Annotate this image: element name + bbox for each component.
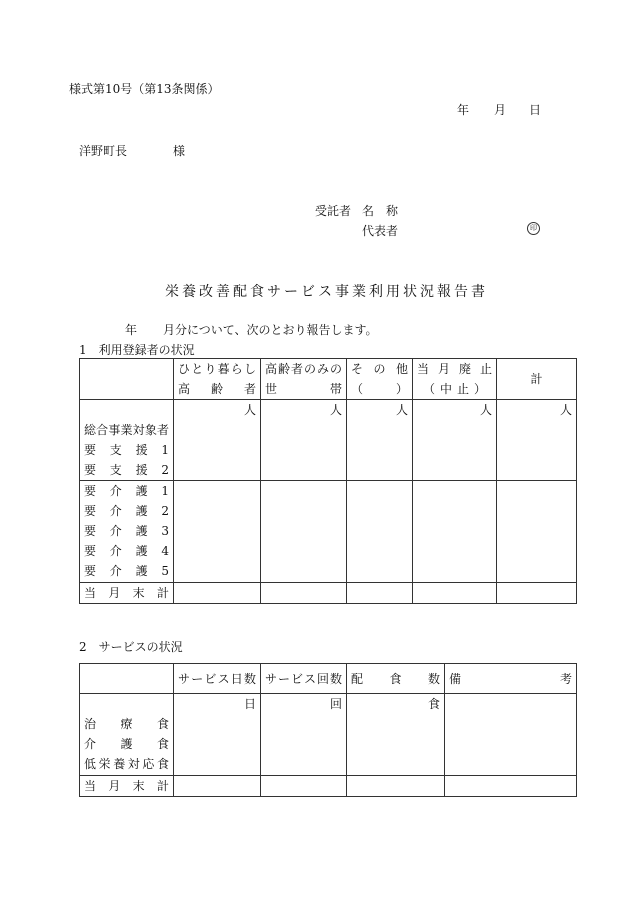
table-header-row [80, 359, 577, 400]
header-single-elderly: ひとり暮らし 高齢者 [174, 359, 261, 400]
addressee-name: 洋野町長 [79, 144, 128, 158]
contractor-name-label: 名 称 [362, 204, 399, 218]
row-label-meal-types: 治療食 介護食 低栄養対応食 [80, 694, 174, 776]
contractor-label: 受託者 [315, 204, 352, 218]
table-row [80, 400, 577, 481]
contractor-rep-label: 代表者 [362, 224, 399, 238]
date-month: 月 [494, 103, 507, 117]
section2-heading: 2 サービスの状況 [79, 640, 183, 654]
seal-mark: 印 [527, 222, 540, 235]
intro-year: 年 [125, 323, 138, 337]
unit-cell: 人 [413, 400, 497, 481]
header-total: 計 [497, 359, 577, 400]
row-label-care: 要介護1 要介護2 要介護3 要介護4 要介護5 [80, 481, 174, 583]
header-service-count: サービス回数 [261, 664, 347, 694]
table-total-row [80, 583, 577, 604]
table-total-row [80, 776, 577, 797]
header-elderly-household: 高齢者のみの 世帯 [261, 359, 347, 400]
unit-cell: 人 [347, 400, 413, 481]
header-other: その他 （ ） [347, 359, 413, 400]
document-title: 栄養改善配食サービス事業利用状況報告書 [165, 284, 488, 300]
header-remarks: 備考 [445, 664, 577, 694]
total-label: 当月末計 [80, 776, 174, 797]
unit-cell: 日 [174, 694, 261, 776]
header-meals: 配食数 [347, 664, 445, 694]
form-number: 様式第10号（第13条関係） [69, 82, 220, 96]
table-row [80, 694, 577, 776]
unit-cell: 人 [261, 400, 347, 481]
table-header-row [80, 664, 577, 694]
total-label: 当月末計 [80, 583, 174, 604]
header-service-days: サービス日数 [174, 664, 261, 694]
unit-cell: 回 [261, 694, 347, 776]
intro-text: 月分について、次のとおり報告します。 [163, 323, 378, 337]
service-table [79, 663, 577, 797]
unit-cell: 人 [497, 400, 577, 481]
section1-heading: 1 利用登録者の状況 [79, 343, 195, 357]
table-row [80, 481, 577, 583]
unit-cell: 食 [347, 694, 445, 776]
header-blank [80, 664, 174, 694]
registrants-table [79, 358, 577, 604]
addressee-honorific: 様 [173, 144, 186, 158]
header-cancelled: 当月廃止 （中止） [413, 359, 497, 400]
unit-cell: 人 [174, 400, 261, 481]
row-label-support: 総合事業対象者 要支援1 要支援2 [80, 400, 174, 481]
date-year: 年 [457, 103, 470, 117]
header-blank [80, 359, 174, 400]
date-day: 日 [529, 103, 542, 117]
